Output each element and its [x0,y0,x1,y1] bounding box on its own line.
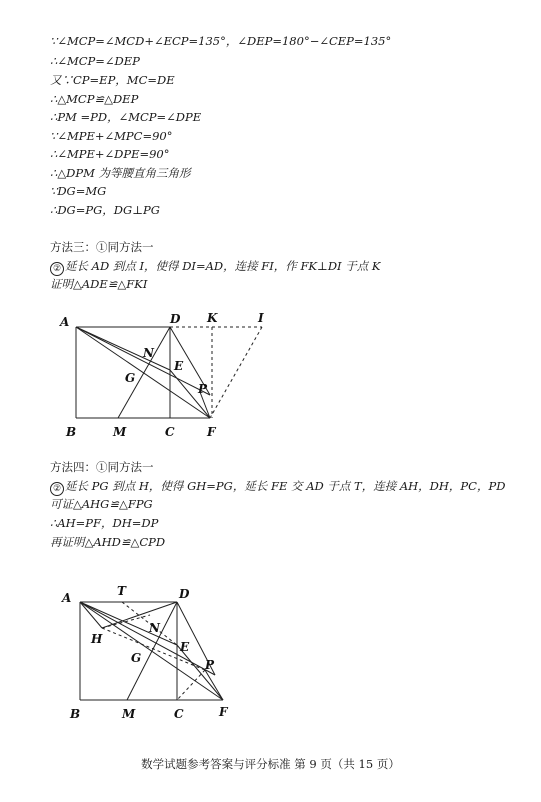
method4-step-text: 延长 PG 到点 H，使得 GH=PG，延长 FE 交 AD 于点 T，连接 AH，DH，PC，PD [65,479,506,493]
method3-title: 方法三：①同方法一 [50,240,154,254]
label-I: I [258,311,264,325]
label-E: E [180,640,190,654]
method4-proof-3: 再证明△AHD≌△CPD [50,535,166,549]
page-footer: 数学试题参考答案与评分标准 第 9 页（共 15 页） [141,757,400,771]
geometry-figure-method4 [55,575,240,725]
label-B: B [70,707,81,721]
label-G: G [125,371,136,385]
segment-AE [76,327,170,370]
label-A: A [60,315,70,329]
method3-proof: 证明△ADE≌△FKI [50,277,148,291]
label-D: D [179,587,190,601]
segment-AF [76,327,210,418]
label-C: C [174,707,184,721]
method3-step [50,259,381,276]
method3-step-text: 延长 AD 到点 I，使得 DI=AD，连接 FI，作 FK⊥DI 于点 K [65,259,381,273]
proof-line-9: ∵DG=MG [50,184,107,198]
label-D: D [170,312,181,326]
method3-step-number: ② [50,262,64,276]
method4-title: 方法四：①同方法一 [50,460,154,474]
segment-IF-dashed [210,327,262,418]
label-K: K [207,311,218,325]
proof-line-6: ∵∠MPE+∠MPC=90° [50,129,173,143]
label-F: F [207,425,216,439]
label-C: C [165,425,175,439]
label-P: P [205,658,215,672]
label-G: G [131,651,142,665]
proof-line-5: ∴PM =PD，∠MCP=∠DPE [50,110,202,124]
label-M: M [122,707,136,721]
label-H: H [91,632,103,646]
method4-step [50,479,505,496]
label-M: M [113,425,127,439]
proof-line-8: ∴△DPM 为等腰直角三角形 [50,166,191,180]
proof-line-7: ∴∠MPE+∠DPE=90° [50,147,170,161]
label-F: F [219,705,228,719]
proof-line-3: 又∵CP=EP，MC=DE [50,73,175,87]
proof-line-2: ∴∠MCP=∠DEP [50,54,140,68]
method4-step-number: ② [50,482,64,496]
geometry-figure-method3 [50,300,290,450]
label-A: A [62,591,72,605]
proof-line-10: ∴DG=PG，DG⊥PG [50,203,160,217]
method4-proof-2: ∴AH=PF，DH=DP [50,516,159,530]
label-T: T [117,584,126,598]
proof-line-4: ∴△MCP≌△DEP [50,92,139,106]
label-N: N [149,621,160,635]
label-N: N [143,346,154,360]
label-E: E [174,359,184,373]
method4-proof-1: 可证△AHG≌△FPG [50,497,153,511]
label-P: P [198,382,208,396]
proof-line-1: ∵∠MCP=∠MCD+∠ECP=135°，∠DEP=180°−∠CEP=135° [50,34,392,48]
label-B: B [66,425,77,439]
